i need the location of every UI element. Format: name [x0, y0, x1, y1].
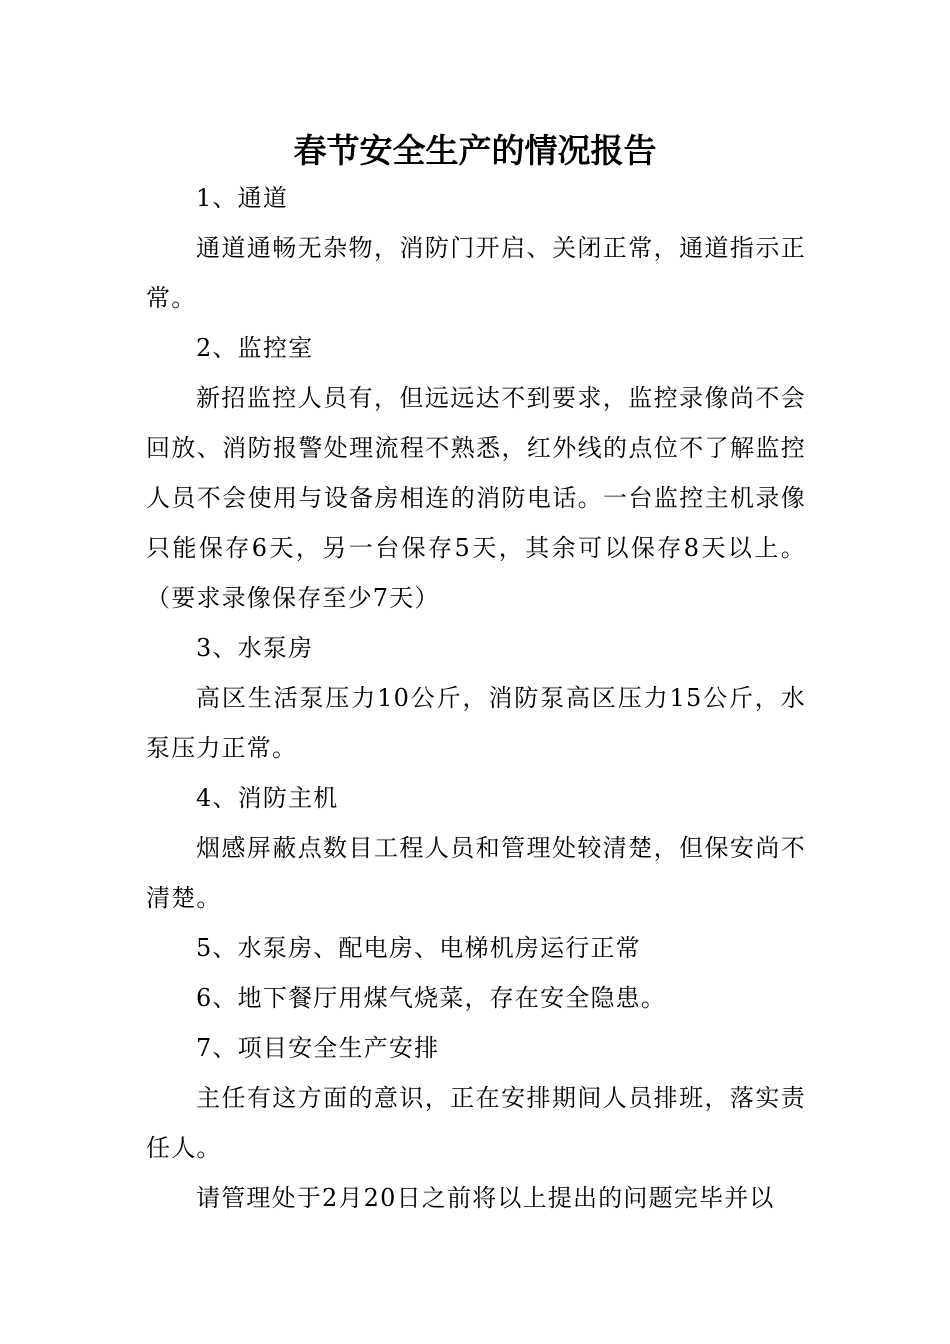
section-heading-underground-restaurant: 6、地下餐厅用煤气烧菜，存在安全隐患。: [196, 984, 667, 1012]
paragraph-passage: 通道通畅无杂物，消防门开启、关闭正常，通道指示正常。: [146, 234, 806, 312]
section-heading-fire-host: 4、消防主机: [196, 784, 339, 812]
paragraph-pump-room: 高区生活泵压力10公斤，消防泵高区压力15公斤，水泵压力正常。: [146, 684, 806, 762]
section-heading-passage: 1、通道: [196, 184, 289, 212]
section-heading-safety-arrangement: 7、项目安全生产安排: [196, 1034, 440, 1062]
section-heading-monitoring-room: 2、监控室: [196, 334, 314, 362]
document-body: [146, 173, 806, 1223]
paragraph-monitoring-room: 新招监控人员有，但远远达不到要求，监控录像尚不会回放、消防报警处理流程不熟悉，红外线的点位不了解监控人员不会使用与设备房相连的消防电话。一台监控主机录像只能保存6天，另一台保存5天，其余可以保存8天以上。（要求录像保存至少7天）: [146, 384, 806, 612]
paragraph-request: 请管理处于2月20日之前将以上提出的问题完毕并以: [196, 1184, 775, 1212]
section-heading-equipment-rooms: 5、水泵房、配电房、电梯机房运行正常: [196, 934, 641, 962]
document-title: 春节安全生产的情况报告: [293, 131, 657, 170]
paragraph-fire-host: 烟感屏蔽点数目工程人员和管理处较清楚，但保安尚不清楚。: [146, 834, 806, 912]
paragraph-safety-arrangement: 主任有这方面的意识，正在安排期间人员排班，落实责任人。: [146, 1084, 806, 1162]
section-heading-pump-room: 3、水泵房: [196, 634, 314, 662]
